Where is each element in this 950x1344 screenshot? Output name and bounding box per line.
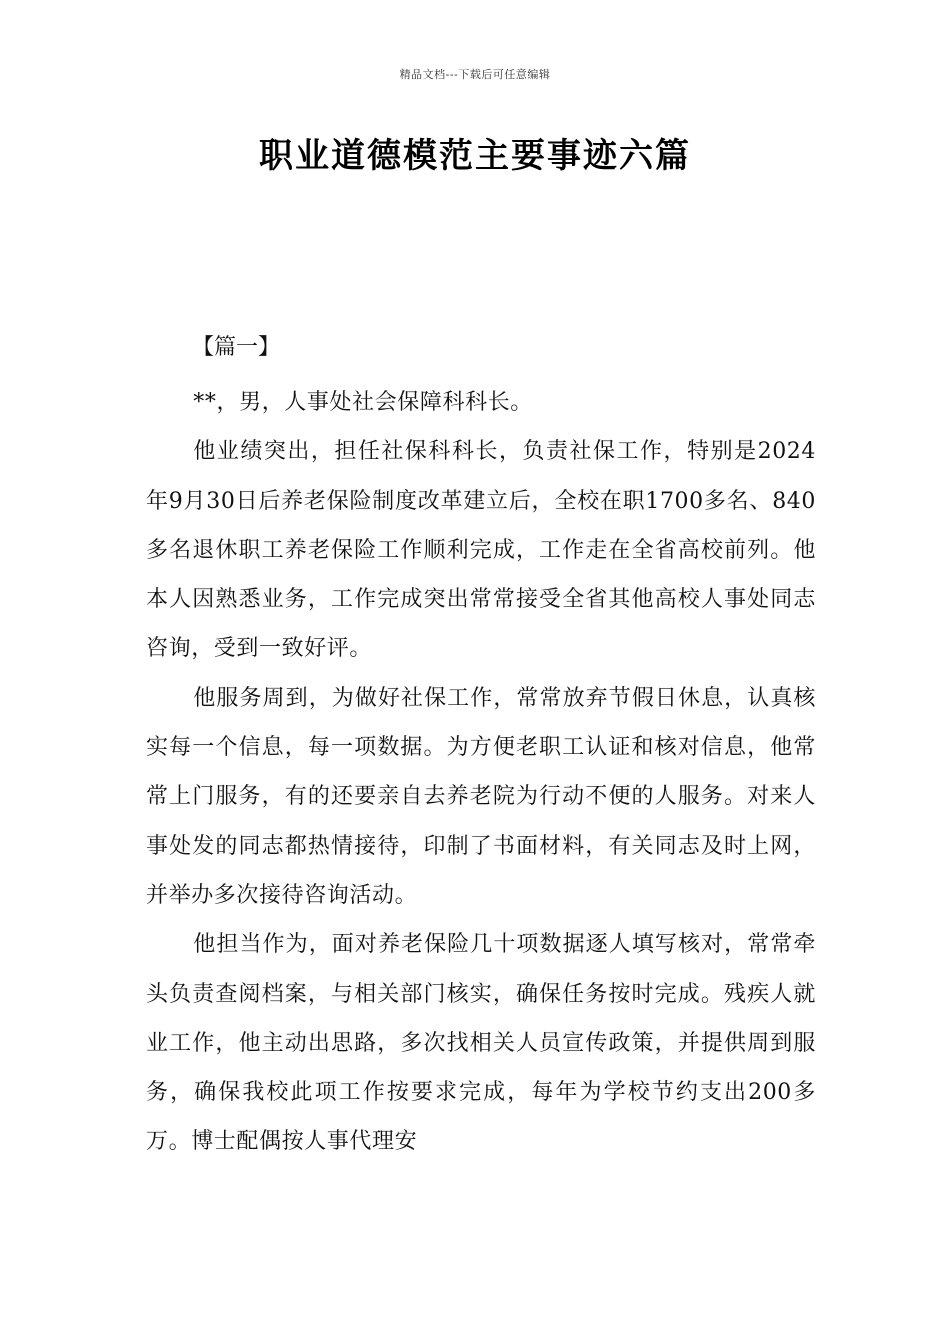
section-label: 【篇一】 (192, 335, 281, 360)
paragraph-achievements: 他业绩突出，担任社保科科长，负责社保工作，特别是2024年9月30日后养老保险制度改革建立后，全校在职1700多名、840多名退休职工养老保险工作顺利完成，工作走在全省高校前列。他本人因熟悉业务，工作完成突出常常接受全省其他高校人事处同志咨询，受到一致好评。 (146, 439, 816, 662)
paragraph-responsibility: 他担当作为，面对养老保险几十项数据逐人填写核对，常常牵头负责查阅档案，与相关部门核实，确保任务按时完成。残疾人就业工作，他主动出思路，多次找相关人员宣传政策，并提供周到服务，确保我校此项工作按要求完成，每年为学校节约支出200多万。博士配偶按人事代理安 (146, 932, 816, 1155)
document-title: 职业道德模范主要事迹六篇 (259, 136, 691, 176)
paragraph-service: 他服务周到，为做好社保工作，常常放弃节假日休息，认真核实每一个信息，每一项数据。为方便老职工认证和核对信息，他常常上门服务，有的还要亲自去养老院为行动不便的人服务。对来人事处发的同志都热情接待，印制了书面材料，有关同志及时上网，并举办多次接待咨询活动。 (146, 685, 816, 908)
document-body (146, 378, 816, 1167)
paragraph-intro: **，男，人事处社会保障科科长。 (193, 390, 533, 415)
header-note: 精品文档---下载后可任意编辑 (399, 68, 551, 81)
